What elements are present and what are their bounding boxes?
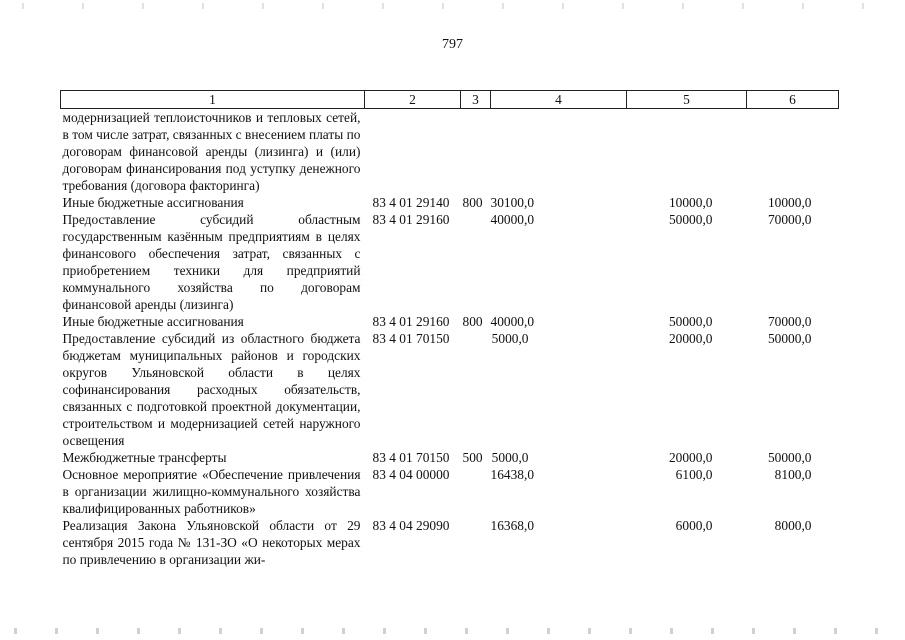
row-value-col6: 8000,0 <box>774 518 812 533</box>
column-header: 2 <box>365 91 461 109</box>
row-value-col5: 50000,0 <box>668 212 713 227</box>
table-row <box>61 109 839 195</box>
row-description: Предоставление субсидий областным государственным казённым предприятиям в целях финансового обеспечения затрат, связанных с приобретением техники для предприятий коммунального хозяйства по договорам финансовой аренды (лизинга) <box>62 212 361 312</box>
row-value-col5 <box>627 109 747 195</box>
row-expense-type: 800 <box>462 314 483 329</box>
row-value-col4: 30100,0 <box>490 195 535 210</box>
row-description: Реализация Закона Ульяновской области от 29 сентября 2015 года № 131-ЗО «О некоторых мерах по привлечению в организации жи- <box>62 518 361 567</box>
row-value-col5: 20000,0 <box>668 331 713 346</box>
row-value-col4: 5000,0 <box>491 450 529 465</box>
scan-artifact-top <box>0 3 905 9</box>
row-expense-type: 800 <box>462 195 483 210</box>
row-expense-type <box>461 109 491 195</box>
table-row <box>61 330 839 449</box>
row-expense-type: 500 <box>462 450 483 465</box>
row-code: 83 4 01 70150 <box>372 331 450 346</box>
column-header: 1 <box>61 91 365 109</box>
row-value-col5: 10000,0 <box>668 195 713 210</box>
row-description: модернизацией теплоисточников и тепловых сетей, в том числе затрат, связанных с внесением платы по договорам финансовой аренды (лизинга) и (или) договорам финансирования под уступку денежного требования (договора факторинга) <box>62 110 361 193</box>
row-value-col6 <box>747 109 839 195</box>
table-row <box>61 313 839 330</box>
row-description: Предоставление субсидий из областного бюджета бюджетам муниципальных районов и городских округов Ульяновской области в целях софинансирования расходных обязательств, связанных с подготовкой проектной документации, строительством и модернизацией сетей наружного освещения <box>62 331 361 448</box>
row-value-col4: 40000,0 <box>490 212 535 227</box>
row-value-col6: 10000,0 <box>767 195 812 210</box>
row-code: 83 4 01 29140 <box>372 195 450 210</box>
row-code: 83 4 04 00000 <box>372 467 450 482</box>
table-header-row <box>61 91 839 109</box>
row-expense-type <box>461 330 491 449</box>
column-header: 6 <box>747 91 839 109</box>
row-description: Иные бюджетные ассигнования <box>62 314 244 329</box>
row-expense-type <box>461 466 491 517</box>
row-code: 83 4 01 29160 <box>372 212 450 227</box>
row-value-col4: 5000,0 <box>491 331 529 346</box>
row-value-col5: 6100,0 <box>675 467 713 482</box>
row-value-col5: 50000,0 <box>668 314 713 329</box>
budget-table <box>60 90 839 568</box>
row-description: Иные бюджетные ассигнования <box>62 195 244 210</box>
row-code: 83 4 04 29090 <box>372 518 450 533</box>
row-description: Межбюджетные трансферты <box>62 450 227 465</box>
table-row <box>61 517 839 568</box>
row-value-col6: 50000,0 <box>767 450 812 465</box>
table-row <box>61 449 839 466</box>
row-value-col4: 40000,0 <box>490 314 535 329</box>
row-value-col4 <box>491 109 627 195</box>
row-value-col6: 50000,0 <box>767 331 812 346</box>
row-value-col6: 70000,0 <box>767 212 812 227</box>
page-number: 797 <box>442 37 463 52</box>
table-row <box>61 194 839 211</box>
column-header: 5 <box>627 91 747 109</box>
row-code: 83 4 01 70150 <box>372 450 450 465</box>
column-header: 4 <box>491 91 627 109</box>
row-value-col4: 16368,0 <box>490 518 535 533</box>
row-value-col5: 6000,0 <box>675 518 713 533</box>
row-expense-type <box>461 211 491 313</box>
row-code <box>365 109 461 195</box>
scan-artifact-bottom <box>0 628 905 634</box>
row-value-col6: 8100,0 <box>774 467 812 482</box>
row-value-col5: 20000,0 <box>668 450 713 465</box>
row-code: 83 4 01 29160 <box>372 314 450 329</box>
column-header: 3 <box>461 91 491 109</box>
table-row <box>61 211 839 313</box>
row-expense-type <box>461 517 491 568</box>
row-value-col6: 70000,0 <box>767 314 812 329</box>
row-description: Основное мероприятие «Обеспечение привлечения в организации жилищно-коммунального хозяйства квалифицированных работников» <box>62 467 361 516</box>
row-value-col4: 16438,0 <box>490 467 535 482</box>
table-row <box>61 466 839 517</box>
